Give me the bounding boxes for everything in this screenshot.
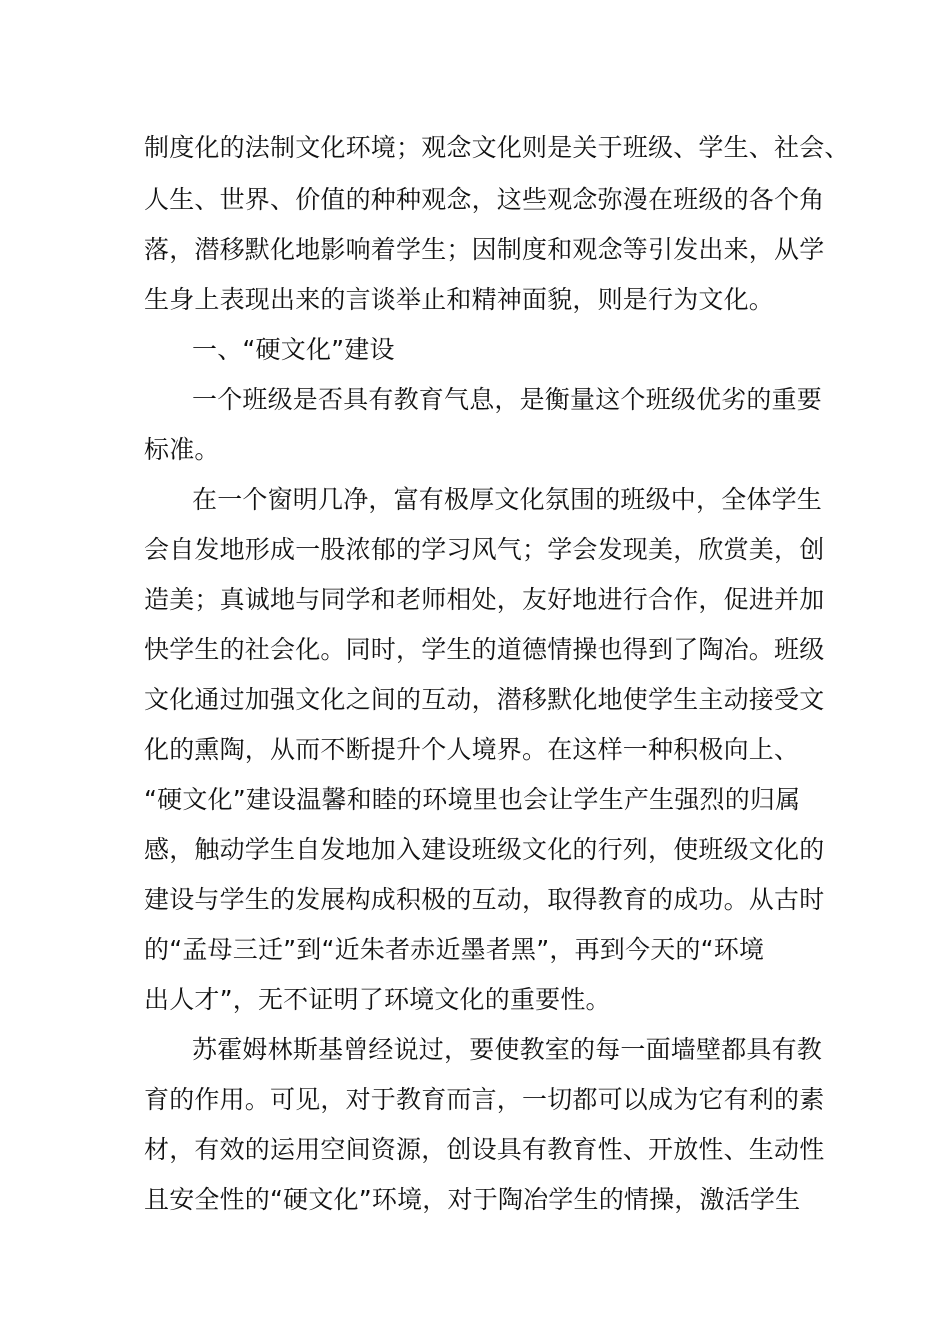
- text-line: 会自发地形成一股浓郁的学习风气；学会发现美，欣赏美，创: [144, 535, 825, 564]
- text-line: 的“孟母三迁”到“近朱者赤近墨者黑”，再到今天的“环境: [144, 935, 765, 964]
- text-line: “硬文化”建设温馨和睦的环境里也会让学生产生强烈的归属: [144, 785, 801, 814]
- text-line: 标准。: [144, 435, 220, 464]
- text-line: 感，触动学生自发地加入建设班级文化的行列，使班级文化的: [144, 835, 825, 864]
- text-line: 人生、世界、价值的种种观念，这些观念弥漫在班级的各个角: [144, 185, 825, 214]
- text-line: 文化通过加强文化之间的互动，潜移默化地使学生主动接受文: [144, 685, 825, 714]
- text-line: 育的作用。可见，对于教育而言，一切都可以成为它有利的素: [144, 1085, 825, 1114]
- text-line: 材，有效的运用空间资源，创设具有教育性、开放性、生动性: [144, 1135, 825, 1164]
- text-line: 苏霍姆林斯基曾经说过，要使教室的每一面墙壁都具有教: [192, 1035, 823, 1064]
- text-line: 造美；真诚地与同学和老师相处，友好地进行合作，促进并加: [144, 585, 825, 614]
- text-line: 落，潜移默化地影响着学生；因制度和观念等引发出来，从学: [144, 235, 825, 264]
- text-line: 出人才”，无不证明了环境文化的重要性。: [144, 985, 611, 1014]
- text-line: 生身上表现出来的言谈举止和精神面貌，则是行为文化。: [144, 285, 775, 314]
- text-line: 且安全性的“硬文化”环境，对于陶冶学生的情操，激活学生: [144, 1185, 801, 1214]
- text-line: 制度化的法制文化环境；观念文化则是关于班级、学生、社会、: [144, 133, 850, 162]
- text-line: 一个班级是否具有教育气息，是衡量这个班级优劣的重要: [192, 385, 823, 414]
- text-line: 建设与学生的发展构成积极的互动，取得教育的成功。从古时: [144, 885, 825, 914]
- text-line: 化的熏陶，从而不断提升个人境界。在这样一种积极向上、: [144, 735, 800, 764]
- text-line: 快学生的社会化。同时，学生的道德情操也得到了陶冶。班级: [144, 635, 825, 664]
- section-heading: 一、“硬文化”建设: [192, 335, 395, 364]
- text-line: 在一个窗明几净，富有极厚文化氛围的班级中，全体学生: [192, 485, 823, 514]
